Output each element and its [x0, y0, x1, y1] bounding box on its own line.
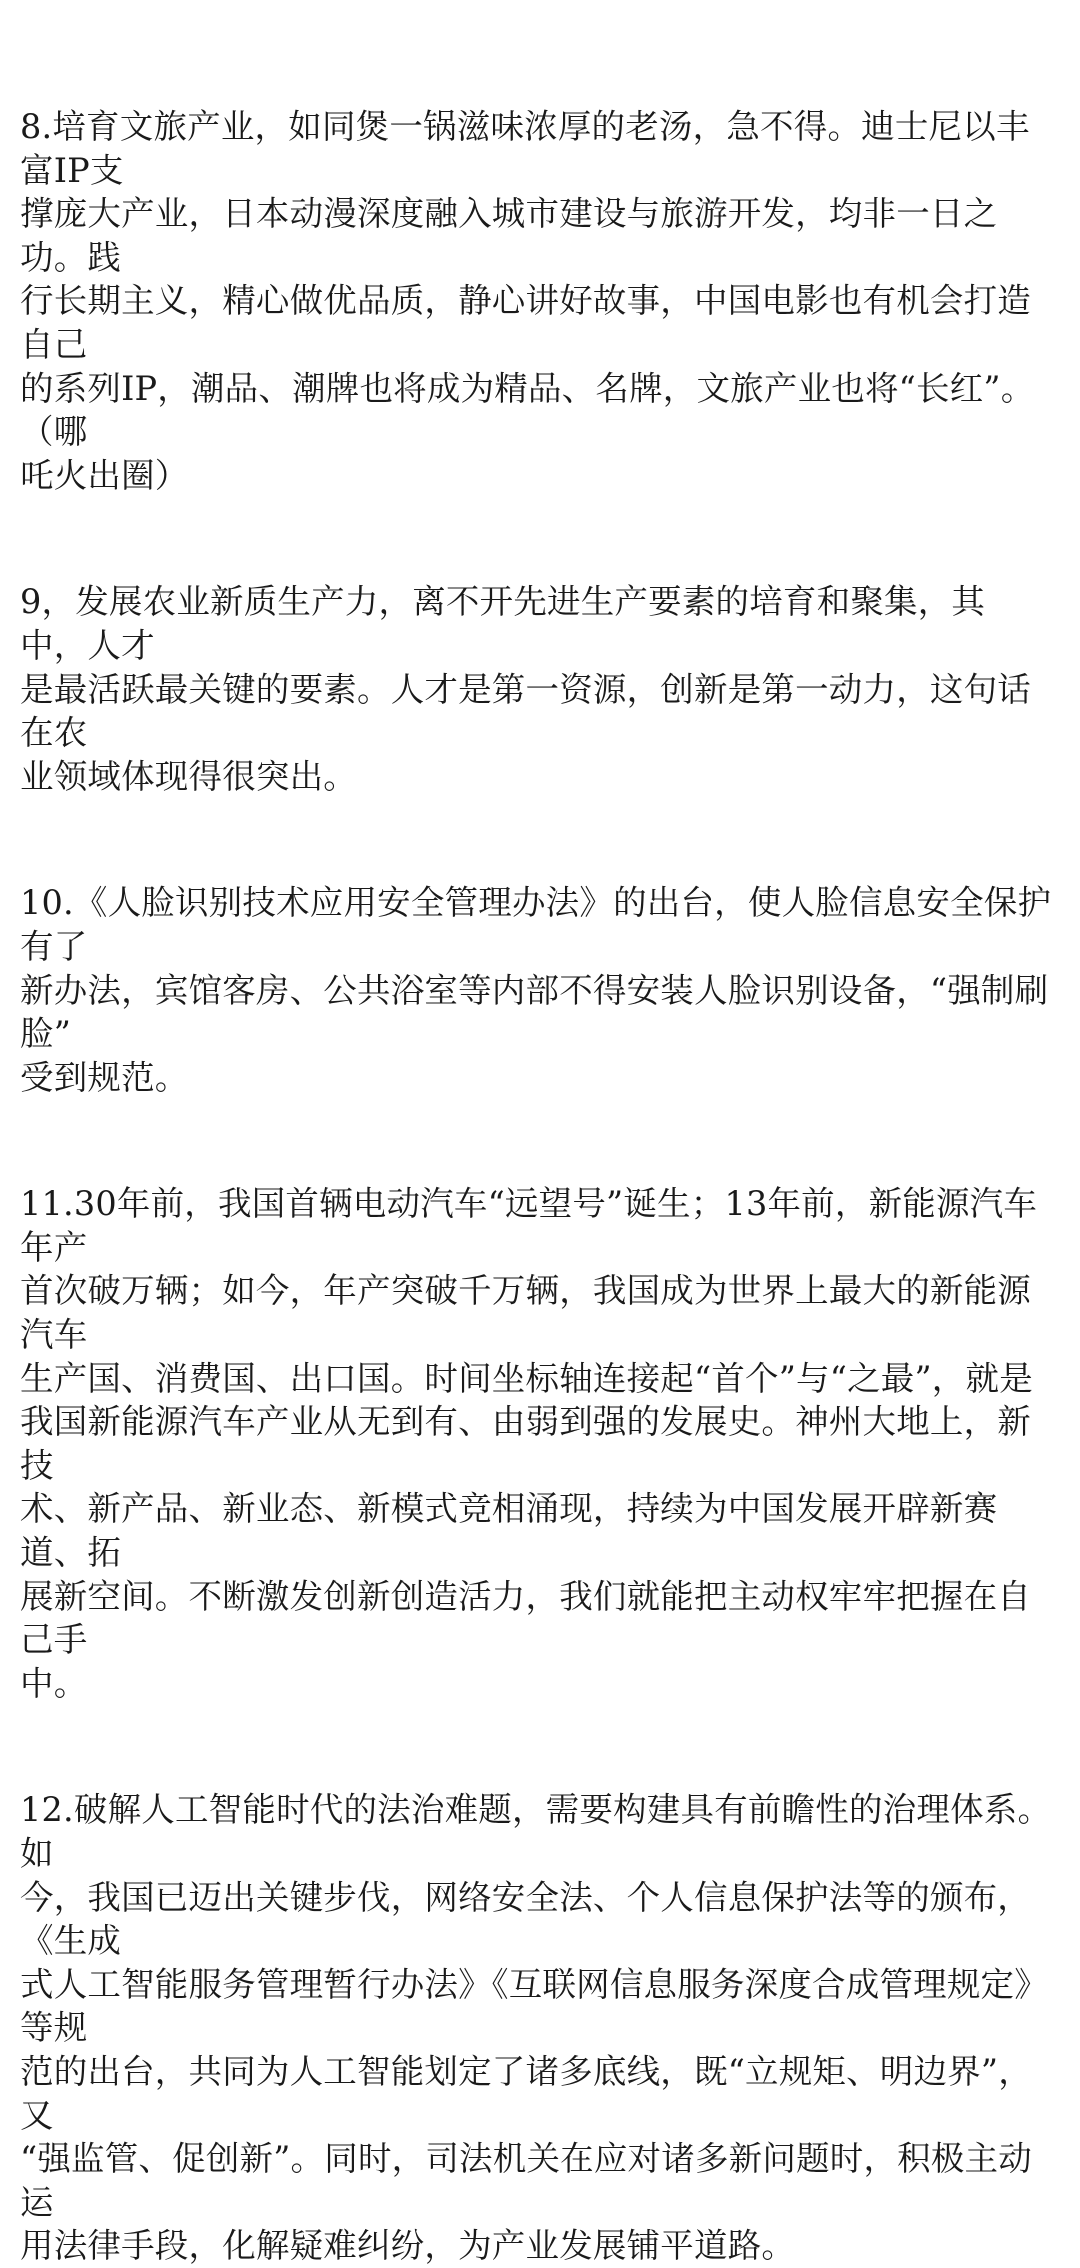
paragraph-12: 12.破解人工智能时代的法治难题，需要构建具有前瞻性的治理体系。如 今，我国已迈出关键步伐，网络安全法、个人信息保护法等的颁布，《生成 式人工智能服务管理暂行办法》《互联网信息服务深度合成管理规定》等规 范的出台，共同为人工智能划定了诸多底线，既“立规矩、明边界”，又 “强监管、促创新”。同时，司法机关在应对诸多新问题时，积极主动运 用法律手段，化解疑难纠纷，为产业发展铺平道路。	[20, 1790, 1052, 2266]
paragraph-9: 9，发展农业新质生产力，离不开先进生产要素的培育和聚集，其中，人才 是最活跃最关键的要素。人才是第一资源，创新是第一动力，这句话在农 业领域体现得很突出。	[20, 582, 1031, 796]
paragraph-10: 10.《人脸识别技术应用安全管理办法》的出台，使人脸信息安全保护有了 新办法，宾馆客房、公共浴室等内部不得安装人脸识别设备，“强制刷脸” 受到规范。	[20, 883, 1052, 1097]
paragraph-11: 11.30年前，我国首辆电动汽车“远望号”诞生；13年前，新能源汽车年产 首次破万辆；如今，年产突破千万辆，我国成为世界上最大的新能源汽车 生产国、消费国、出口国。时间坐标轴连接起“首个”与“之最”，就是 我国新能源汽车产业从无到有、由弱到强的发展史。神州大地上，新技 术、新产品、新业态、新模式竞相涌现，持续为中国发展开辟新赛道、拓 展新空间。不断激发创新创造活力，我们就能把主动权牢牢把握在自己手 中。	[20, 1184, 1038, 1703]
paragraph-8: 8.培育文旅产业，如同煲一锅滋味浓厚的老汤，急不得。迪士尼以丰富IP支 撑庞大产业，日本动漫深度融入城市建设与旅游开发，均非一日之功。践 行长期主义，精心做优品质，静心讲好故事，中国电影也有机会打造自己 的系列IP，潮品、潮牌也将成为精品、名牌，文旅产业也将“长红”。（哪 吒火出圈）	[20, 107, 1035, 495]
